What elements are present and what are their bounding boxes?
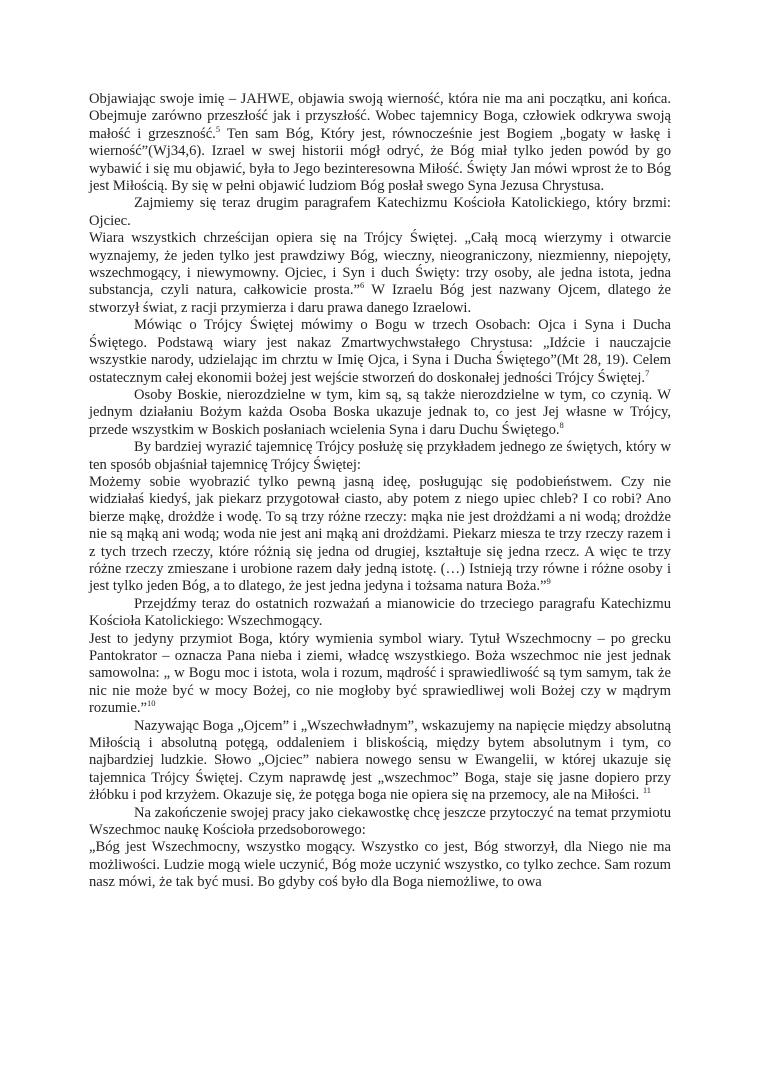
- paragraph-text: Na zakończenie swojej pracy jako ciekawostkę chcę jeszcze przytoczyć na temat przymiotu Wszechmoc naukę Kościoła przedsoborowego:: [89, 804, 671, 839]
- paragraph: [89, 91, 671, 195]
- paragraph-text: W Izraelu Bóg jest nazwany Ojcem, dlatego że stworzył świat, z racji przymierza i daru prawa danego Izraelowi.: [89, 282, 671, 316]
- paragraph-text: Wiara wszystkich chrześcijan opiera się na Trójcy Świętej. „Całą mocą wierzymy i otwarcie wyznajemy, że jeden tylko jest prawdziwy Bóg, wieczny, nieograniczony, niezmienny, niepojęty, wszechmogący, i niewymowny. Ojciec, i Syn i duch Święty: trzy osoby, ale jedna istota, jedna substancja, czyli natura, całkowicie prosta.”: [89, 230, 671, 299]
- footnote-marker: 6: [359, 280, 365, 291]
- paragraph: [89, 387, 671, 439]
- document-body: [89, 91, 671, 892]
- paragraph-text: Ten sam Bóg, Który jest, równocześnie jest Bogiem „bogaty w łaskę i wierność”(Wj34,6). Izrael w swej historii mógł odryć, że Bóg miał tylko jeden powód by go wybawić i się mu objawić, była to Jego bezinteresowna Miłość. Święty Jan mówi wprost że to Bóg jest Miłością. By się w pełni objawić ludziom Bóg posłał swego Syna Jezusa Chrystusa.: [89, 125, 671, 195]
- paragraph-text: Mówiąc o Trójcy Świętej mówimy o Bogu w trzech Osobach: Ojca i Syna i Ducha Świętego. Podstawą wiary jest nakaz Zmartwychwstałego Chrystusa: „Idźcie i nauczajcie wszystkie narody, udzielając im chrztu w Imię Ojca, i Syna i Ducha Świętego”(Mt 28, 19). Celem ostatecznym całej ekonomii bożej jest wejście stworzeń do doskonałej jedności Trójcy Świętej.: [89, 317, 671, 386]
- paragraph-text: Przejdźmy teraz do ostatnich rozważań a mianowicie do trzeciego paragrafu Katechizmu Kościoła Katolickiego: Wszechmogący.: [89, 595, 671, 630]
- paragraph-text: Jest to jedyny przymiot Boga, który wymienia symbol wiary. Tytuł Wszechmocny – po grecku Pantokrator – oznacza Pana nieba i ziemi, władcę wszystkiego. Boża wszechmoc nie jest jednak samowolna: „ w Bogu moc i istota, wola i rozum, mądrość i sprawiedliwość są tym samym, tak że nic nie może być w mocy Bożej, co nie mogłoby być sprawiedliwej woli Bożej czy w mądrym rozumie.”: [89, 630, 671, 717]
- paragraph: [89, 230, 671, 317]
- footnote-marker: 11: [642, 785, 652, 796]
- footnote-marker: 5: [215, 123, 221, 134]
- paragraph: [89, 805, 671, 840]
- footnote-marker: 7: [645, 367, 650, 378]
- paragraph-text: By bardziej wyrazić tajemnicę Trójcy posłużę się przykładem jednego ze świętych, który w ten sposób objaśniał tajemnicę Trójcy Świętej:: [89, 439, 671, 473]
- paragraph: [89, 474, 671, 596]
- paragraph-text: Możemy sobie wyobrazić tylko pewną jasną ideę, posługując się podobieństwem. Czy nie widziałaś kiedyś, jak piekarz przygotował ciasto, aby potem z niego upiec chleb? I co robi? Ano bierze mąkę, drożdże i wodę. To są trzy różne rzeczy: mąka nie jest drożdżami a ni wodą; drożdże nie są mąką ani wodą; woda nie jest ani mąką ani drożdżami. Piekarz miesza te trzy rzeczy razem i z tych trzech rzeczy, które różnią się jedna od drugiej, kształtuje się jedna rzecz. A więc te trzy różne rzeczy zmieszane i urobione razem dały jedną istotę. (…) Istnieją trzy równe i różne osoby i jest tylko jeden Bóg, a to dlatego, że jest jedna jedyna i tożsama natura Boża.”: [89, 473, 671, 595]
- paragraph-text: Objawiając swoje imię – JAHWE, objawia swoją wierność, która nie ma ani początku, ani końca. Obejmuje zarówno przeszłość jak i przyszłość. Wobec tajemnicy Boga, człowiek odkrywa swoją małość i grzeszność.: [89, 91, 671, 142]
- paragraph: [89, 839, 671, 891]
- paragraph-text: Zajmiemy się teraz drugim paragrafem Katechizmu Kościoła Katolickiego, który brzmi: Ojciec.: [89, 195, 671, 229]
- paragraph: [89, 195, 671, 230]
- paragraph: [89, 439, 671, 474]
- paragraph-text: Osoby Boskie, nierozdzielne w tym, kim są, są także nierozdzielne w tym, co czynią. W jednym działaniu Bożym każda Osoba Boska ukazuje jednak to, co jest Jej własne w Trójcy, przede wszystkim w Boskich posłaniach wcielenia Syna i daru Duchu Świętego.: [89, 386, 671, 438]
- paragraph: [89, 317, 671, 387]
- paragraph-text: „Bóg jest Wszechmocny, wszystko mogący. Wszystko co jest, Bóg stworzył, dla Niego nie ma możliwości. Ludzie mogą wiele uczynić, Bóg może uczynić wszystko, co tylko zechce. Sam rozum nasz mówi, że tak być musi. Bo gdyby coś było dla Boga niemożliwe, to owa: [89, 839, 671, 891]
- paragraph: [89, 596, 671, 631]
- footnote-marker: 9: [546, 576, 551, 587]
- paragraph: [89, 718, 671, 805]
- paragraph: [89, 631, 671, 718]
- footnote-marker: 8: [559, 419, 564, 430]
- footnote-marker: 10: [146, 698, 156, 709]
- paragraph-text: Nazywając Boga „Ojcem” i „Wszechwładnym”, wskazujemy na napięcie między absolutną Miłością i absolutną potęgą, oddaleniem i bliskością, między bytem absolutnym i tym, co najbardziej ludzkie. Słowo „Ojciec” nabiera nowego sensu w Ewangelii, w której ukazuje się tajemnica Trójcy Świętej. Czym naprawdę jest „wszechmoc” Boga, staje się jasne dopiero przy żłóbku i pod krzyżem. Okazuje się, że potęga boga nie opiera się na przemocy, ale na Miłości.: [89, 717, 671, 804]
